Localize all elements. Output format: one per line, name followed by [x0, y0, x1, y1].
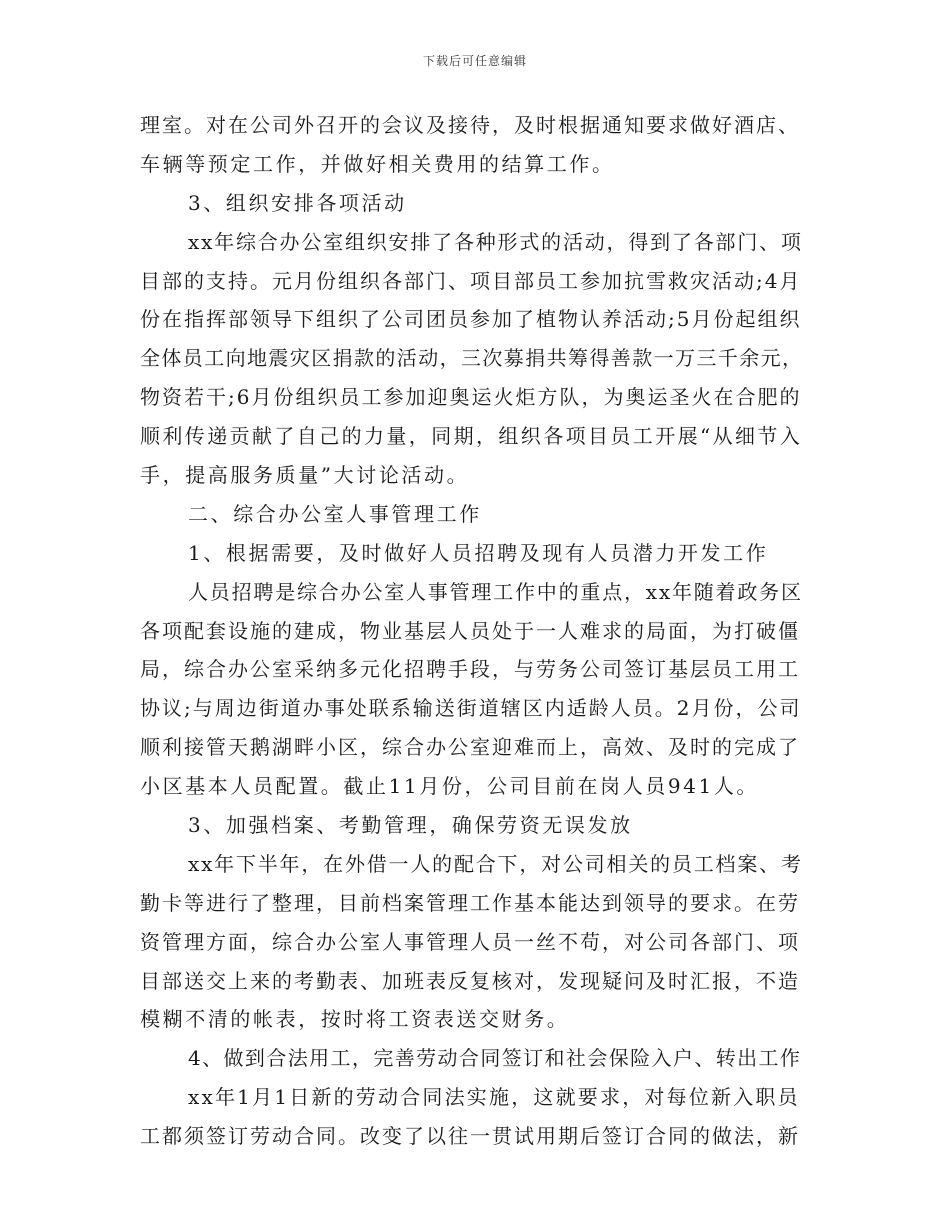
text-line: 各项配套设施的建成，物业基层人员处于一人难求的局面，为打破僵 — [140, 618, 800, 643]
text-line: 工都须签订劳动合同。改变了以往一贯试用期后签订合同的做法，新 — [140, 1124, 800, 1149]
text-line: 物资若干;6月份组织员工参加迎奥运火炬方队，为奥运圣火在合肥的 — [140, 385, 802, 410]
text-line: 目部送交上来的考勤表、加班表反复核对，发现疑问及时汇报，不造 — [140, 968, 800, 993]
document-body — [140, 106, 805, 1156]
text-line: 资管理方面，综合办公室人事管理人员一丝不苟，对公司各部门、项 — [140, 929, 800, 954]
text-line: 手，提高服务质量”大讨论活动。 — [140, 463, 470, 488]
text-line: xx年综合办公室组织安排了各种形式的活动，得到了各部门、项 — [188, 229, 803, 254]
text-line: 模糊不清的帐表，按时将工资表送交财务。 — [140, 1007, 570, 1032]
text-line: xx年1月1日新的劳动合同法实施，这就要求，对每位新入职员 — [188, 1085, 800, 1110]
text-line: 人员招聘是综合办公室人事管理工作中的重点，xx年随着政务区 — [188, 579, 803, 604]
text-line: 勤卡等进行了整理，目前档案管理工作基本能达到领导的要求。在劳 — [140, 890, 800, 915]
text-line: 3、组织安排各项活动 — [188, 190, 407, 215]
text-line: 局，综合办公室采纳多元化招聘手段，与劳务公司签订基层员工用工 — [140, 657, 800, 682]
text-line: 全体员工向地震灾区捐款的活动，三次募捐共筹得善款一万三千余元， — [140, 346, 804, 371]
text-line: 顺利接管天鹅湖畔小区，综合办公室迎难而上，高效、及时的完成了 — [140, 735, 800, 760]
text-line: 1、根据需要，及时做好人员招聘及现有人员潜力开发工作 — [188, 540, 769, 565]
text-line: 车辆等预定工作，并做好相关费用的结算工作。 — [140, 151, 615, 176]
text-line: 目部的支持。元月份组织各部门、项目部员工参加抗雪救灾活动;4月 — [140, 268, 802, 293]
text-line: 份在指挥部领导下组织了公司团员参加了植物认养活动;5月份起组织 — [140, 307, 802, 332]
page-header: 下载后可任意编辑 — [422, 54, 527, 68]
text-line: 二、综合办公室人事管理工作 — [188, 501, 482, 526]
text-line: 4、做到合法用工，完善劳动合同签订和社会保险入户、转出工作 — [188, 1046, 802, 1071]
text-line: 理室。对在公司外召开的会议及接待，及时根据通知要求做好酒店、 — [140, 113, 800, 137]
text-line: 顺利传递贡献了自己的力量，同期，组织各项目员工开展“从细节入 — [140, 424, 803, 449]
text-line: 3、加强档案、考勤管理，确保劳资无误发放 — [188, 813, 633, 838]
text-line: 小区基本人员配置。截止11月份，公司目前在岗人员941人。 — [140, 774, 760, 799]
text-line: 协议;与周边街道办事处联系输送街道辖区内适龄人员。2月份，公司 — [140, 696, 802, 721]
text-line: xx年下半年，在外借一人的配合下，对公司相关的员工档案、考 — [188, 851, 803, 876]
